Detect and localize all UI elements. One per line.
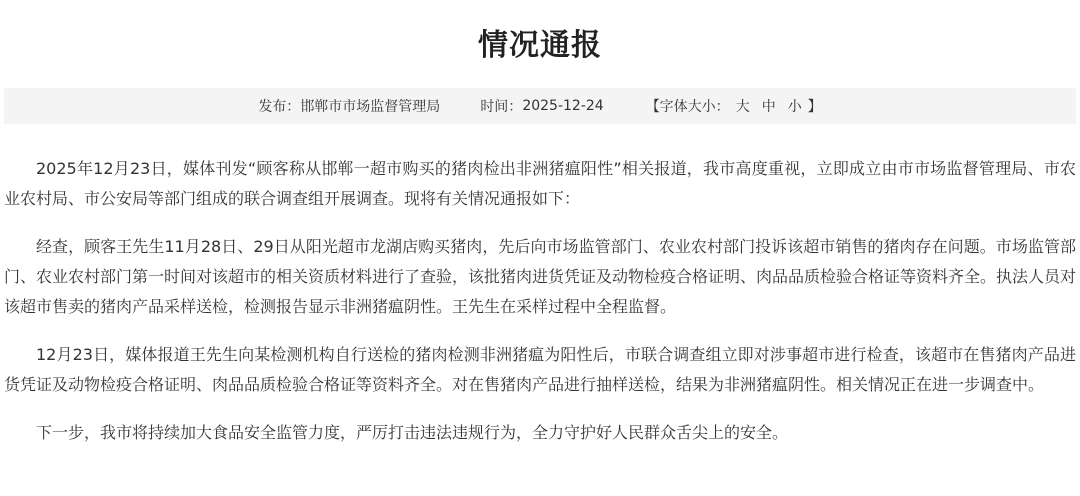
paragraph-4: 下一步，我市将持续加大食品安全监管力度，严厉打击违法违规行为，全力守护好人民群众舌尖上的安全。 [36, 423, 789, 442]
font-size-small-button[interactable]: 小 [787, 99, 802, 115]
paragraph-1: 2025年12月23日，媒体刊发“顾客称从邯郸一超市购买的猪肉检出非洲猪瘟阳性”相关报道，我市高度重视，立即成立由市市场监督管理局、市农业农村局、市公安局等部门组成的联合调查组开展调查。现将有关情况通报如下： [4, 159, 1076, 208]
font-size-close: 】 [807, 99, 822, 115]
article-body [4, 154, 1076, 466]
publish-date: 2025-12-24 [522, 98, 604, 114]
font-size-medium-button[interactable]: 中 [761, 99, 776, 115]
page-title: 情况通报 [478, 28, 602, 63]
font-size-large-button[interactable]: 大 [735, 99, 750, 115]
time-label: 时间： [480, 99, 523, 115]
article-meta-bar [4, 88, 1076, 124]
paragraph-3: 12月23日，媒体报道王先生向某检测机构自行送检的猪肉检测非洲猪瘟为阳性后，市联合调查组立即对涉事超市进行检查，该超市在售猪肉产品进货凭证及动物检疫合格证明、肉品品质检验合格证等资料齐全。对在售猪肉产品进行抽样送检，结果为非洲猪瘟阴性。相关情况正在进一步调查中。 [4, 345, 1076, 394]
publisher-name: 邯郸市市场监督管理局 [300, 99, 441, 115]
paragraph-2: 经查，顾客王先生11月28日、29日从阳光超市龙湖店购买猪肉，先后向市场监管部门、农业农村部门投诉该超市销售的猪肉存在问题。市场监管部门、农业农村部门第一时间对该超市的相关资质材料进行了查验，该批猪肉进货凭证及动物检疫合格证明、肉品品质检验合格证等资料齐全。执法人员对该超市售卖的猪肉产品采样送检，检测报告显示非洲猪瘟阴性。王先生在采样过程中全程监督。 [4, 237, 1077, 316]
font-size-open: 【字体大小： [645, 99, 730, 115]
publisher-label: 发布： [258, 99, 301, 115]
